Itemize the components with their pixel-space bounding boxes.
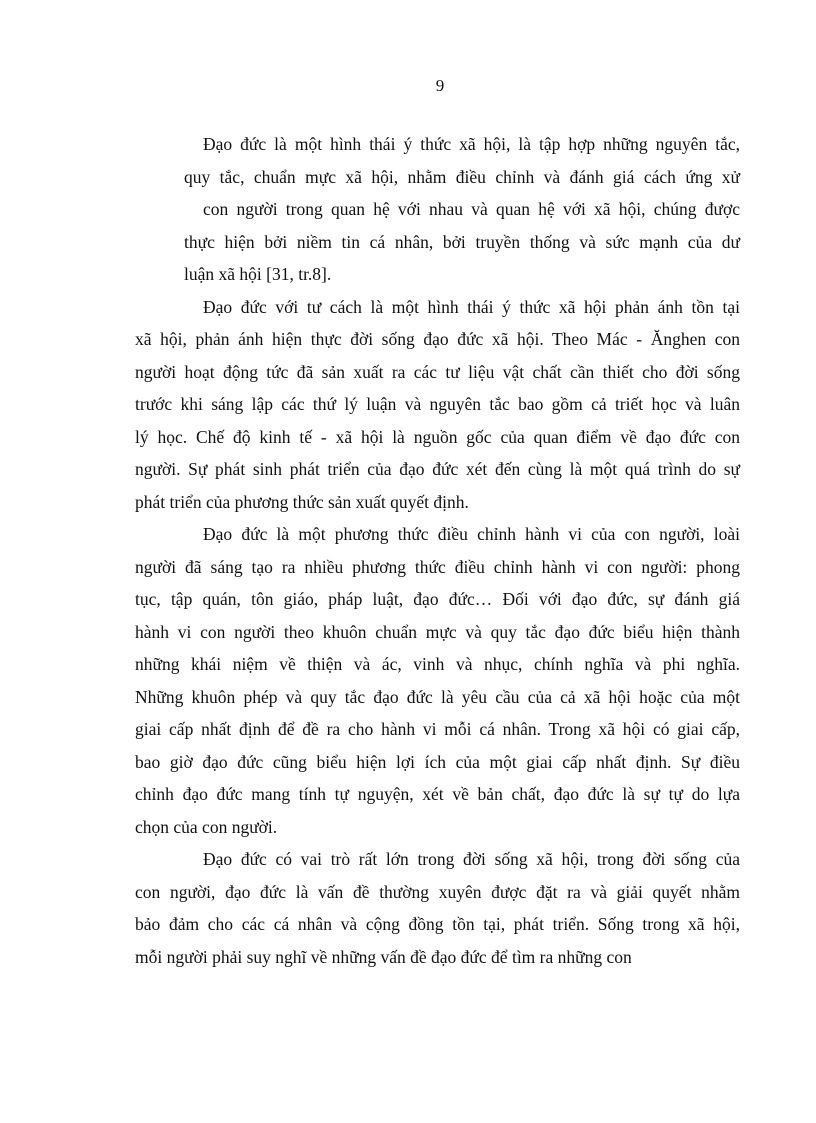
paragraph-2 xyxy=(135,518,740,843)
document-body xyxy=(135,128,740,973)
paragraph-line: Đạo đức là một phương thức điều chỉnh hành vi của con người, loài xyxy=(203,524,740,544)
paragraph-line: giai cấp nhất định để đề ra cho hành vi mỗi cá nhân. Trong xã hội có giai cấp, xyxy=(135,719,740,739)
paragraph-line: người hoạt động tức đã sản xuất ra các tư liệu vật chất cần thiết cho đời sống xyxy=(135,361,740,382)
paragraph-line: bảo đảm cho các cá nhân và cộng đồng tồn tại, phát triển. Sống trong xã hội, xyxy=(135,914,740,934)
paragraph-line: bao giờ đạo đức cũng biểu hiện lợi ích của một giai cấp nhất định. Sự điều xyxy=(135,751,740,772)
paragraph-line: chỉnh đạo đức mang tính tự nguyện, xét về bản chất, đạo đức là sự tự do lựa xyxy=(135,784,740,804)
quote-line: quy tắc, chuẩn mực xã hội, nhằm điều chỉnh và đánh giá cách ứng xử xyxy=(184,166,740,187)
paragraph-line: người. Sự phát sinh phát triển của đạo đức xét đến cùng là một quá trình do sự xyxy=(135,459,740,479)
paragraph-line: Đạo đức có vai trò rất lớn trong đời sống xã hội, trong đời sống của xyxy=(203,849,740,869)
quote-line: Đạo đức là một hình thái ý thức xã hội, là tập hợp những nguyên tắc, xyxy=(203,134,740,154)
paragraph-line: chọn của con người. xyxy=(135,816,278,837)
quote-line: con người trong quan hệ với nhau và quan hệ với xã hội, chúng được xyxy=(203,199,740,219)
paragraph-line: những khái niệm về thiện và ác, vinh và nhục, chính nghĩa và phi nghĩa. xyxy=(135,654,740,674)
paragraph-line: con người, đạo đức là vấn đề thường xuyên được đặt ra và giải quyết nhằm xyxy=(135,881,740,902)
quote-line: luận xã hội [31, tr.8]. xyxy=(184,264,332,284)
paragraph-line: Đạo đức với tư cách là một hình thái ý thức xã hội phản ánh tồn tại xyxy=(203,296,740,317)
paragraph-line: phát triển của phương thức sản xuất quyết định. xyxy=(135,491,469,512)
page-number: 9 xyxy=(435,76,445,95)
paragraph-line: tục, tập quán, tôn giáo, pháp luật, đạo đức… Đối với đạo đức, sự đánh giá xyxy=(135,589,740,609)
quote-block xyxy=(135,128,740,291)
quote-line: thực hiện bởi niềm tin cá nhân, bởi truyền thống và sức mạnh của dư xyxy=(184,231,740,252)
paragraph-line: Những khuôn phép và quy tắc đạo đức là yêu cầu của cả xã hội hoặc của một xyxy=(135,686,740,707)
paragraph-line: mỗi người phải suy nghĩ về những vấn đề đạo đức để tìm ra những con xyxy=(135,946,632,967)
paragraph-1 xyxy=(135,291,740,519)
paragraph-line: hành vi con người theo khuôn chuẩn mực và quy tắc đạo đức biểu hiện thành xyxy=(135,621,740,642)
paragraph-line: xã hội, phản ánh hiện thực đời sống đạo đức xã hội. Theo Mác - Ănghen con xyxy=(135,329,740,349)
paragraph-line: lý học. Chế độ kinh tế - xã hội là nguồn gốc của quan điểm về đạo đức con xyxy=(135,426,740,447)
paragraph-line: trước khi sáng lập các thứ lý luận và nguyên tắc bao gồm cả triết học và luân xyxy=(135,394,740,414)
paragraph-3 xyxy=(135,843,740,973)
paragraph-line: người đã sáng tạo ra nhiều phương thức điều chỉnh hành vi con người: phong xyxy=(135,556,740,577)
